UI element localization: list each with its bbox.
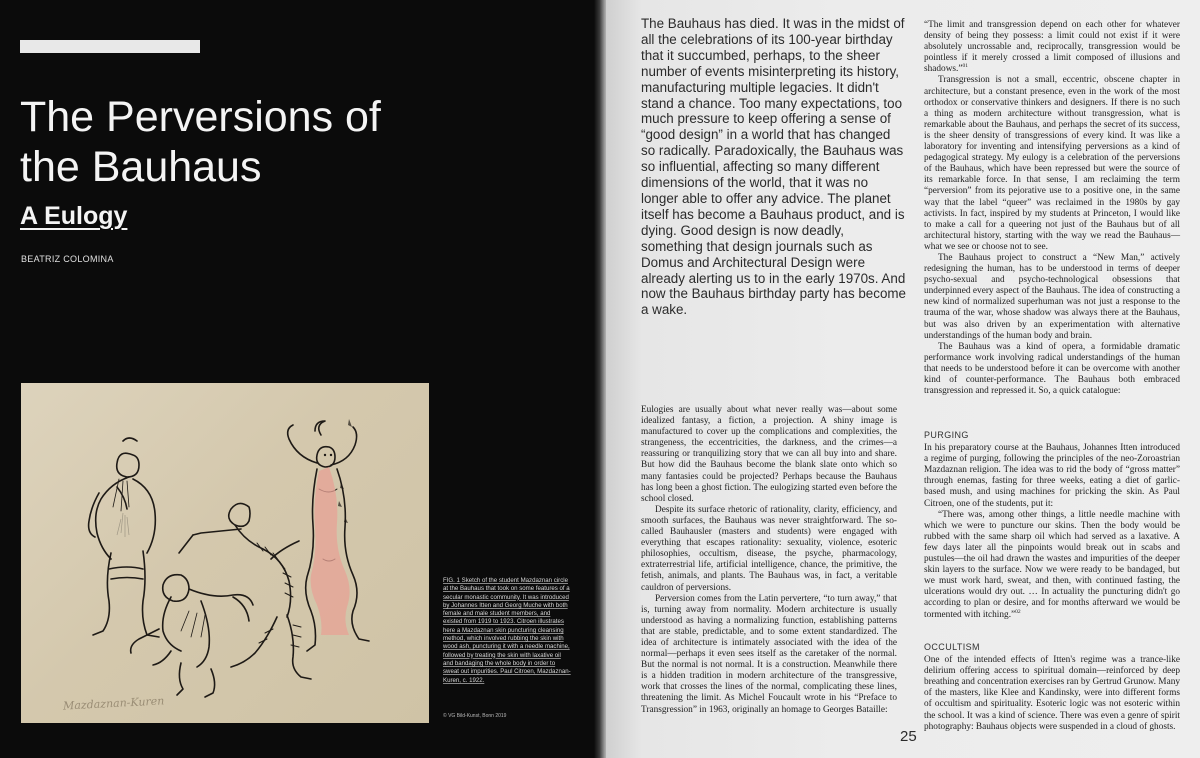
image-credit: © VG Bild-Kunst, Bonn 2019: [443, 713, 507, 719]
body-paragraph: The Bauhaus was a kind of opera, a formidable dramatic performance work involving radical understandings of the human that needs to be understood before it can be overcome with another kind of counter-performance. The Bauhaus both embraced transgression and repressed it. So, a quick catalogue:: [924, 341, 1180, 397]
body-paragraph: One of the intended effects of Itten's regime was a trance-like delirium offering access to spiritual domain—reinforced by deep breathing and concentration exercises ran by Gertrud Grunow. Many of the masters, like Klee and Kandinsky, were into different forms of occultism and spirituality. Esoteric logic was not esoteric within the school. It was a kind of science. There was even a genre of spirit photography: Bauhaus objects were suspended in a cloud of ghosts.: [924, 655, 1180, 732]
block-quote: [924, 20, 1180, 75]
body-paragraph: Despite its surface rhetoric of rationality, clarity, efficiency, and smooth surfaces, the Bauhaus was never straightforward. The so-called Bauhausler (masters and students) were engaged with everything that escapes rationality: sexuality, violence, esoteric philosophies, occultism, disease, the psyche, pharmacology, extraterrestrial life, artificial intelligence, chance, the primitive, the fetish, animals, and plants. The Bauhaus was, in fact, a veritable cauldron of perversions.: [641, 504, 897, 593]
body-column-right-top: [924, 20, 1180, 397]
sketch-artwork-image: [21, 383, 429, 723]
body-column-left: [641, 405, 897, 716]
body-paragraph: Transgression is not a small, eccentric, obscene chapter in architecture, but a constant presence, even in the work of the most orthodox or conservative thinkers and designers. If there is no such a thing as modern architecture without transgression, what is remarkable about the Bauhaus, and perhaps the secret of its success, is the sheer density of transgressions of every kind. It was like a laboratory for inventing and intensifying perversions as a kind of pedagogical strategy. My eulogy is a celebration of the perversions of the Bauhaus, which have been repressed but were the source of its remarkable force. In that sense, I am reclaiming the term “perversion” from its pejorative use to a positive one, in the same way that the label “queer” was reclaimed in the 1980s by gay activists. In fact, inspired by my students at Princeton, I would like to make a call for a queering not just of the Bauhaus but of all architectural history, starting with the way we read the Bauhaus—what we see or choose not to see.: [924, 75, 1180, 252]
footnote-ref-02[interactable]: 02: [1015, 608, 1021, 615]
figure-caption-text: FIG. 1 Sketch of the student Mazdaznan circle at the Bauhaus that took on some features of a secular monastic community. It was introduced by Johannes Itten and Georg Muche with both female and male student members, and existed from 1919 to 1923. Citroen illustrates here a Mazdaznan skin puncturing cleansing method, which involved rubbing the skin with wood ash, puncturing it with a needle machine, followed by treating the skin with laxative oil and bandaging the whole body in order to sweat out impurities. Paul Citroen, Mazdaznan-Kuren, c. 1922.: [443, 577, 571, 684]
body-paragraph: The Bauhaus project to construct a “New Man,” actively redesigning the human, has to be understood in terms of deeper psycho-sexual and psycho-technological obsessions that underpinned every aspect of the Bauhaus. The idea of constructing a new kind of normalized superhuman was not just a response to the trauma of the war, whose shadow was always there at the Bauhaus, but was also driven by an experimentation with alternative understandings of the human body and brain.: [924, 252, 1180, 341]
footnote-ref-01[interactable]: 01: [962, 63, 968, 70]
body-paragraph: Perversion comes from the Latin pervertere, “to turn away,” that is, turning away from normality. Modern architecture is usually understood as having a normalizing function, establishing patterns that are stable, predictable, and to some extent standardized. The idea of architecture is intimately associated with the idea of the normal—perhaps it even sees itself as the caretaker of the normal. But the normal is not normal. It is a construction. Meanwhile there is a hidden tradition in modern architecture of the transgressive, work that crosses the lines of the normal, complicating these lines, threatening the limit. As Michel Foucault wrote in his “Preface to Transgression” in 1963, originally an homage to Georges Bataille:: [641, 593, 897, 715]
right-page: [606, 0, 1200, 758]
block-quote-text: “The limit and transgression depend on each other for whatever density of being they possess: a limit could not exist if it were absolutely uncrossable and, reciprocally, transgression would be pointless if it merely crossed a limit composed of illusions and shadows.”: [924, 20, 1180, 75]
decorative-bar: [20, 40, 200, 53]
section-heading-occultism: OCCULTISM: [924, 642, 980, 652]
left-page: [0, 0, 598, 758]
lead-paragraph: The Bauhaus has died. It was in the midst of all the celebrations of its 100-year birthday that it succumbed, perhaps, to the sheer number of events misinterpreting its history, manufacturing multiple legacies. It didn't stand a chance. Too many expectations, too much pressure to keep offering a sense of “good design” in a world that has changed so radically. Paradoxically, the Bauhaus was so influential, affecting so many different dimensions of the world, that it was no longer able to offer any advice. The planet itself has become a Bauhaus product, and is dying. Good design is now deadly, something that design journals such as Domus and Architectural Design were already alerting us to in the early 1970s. And now the Bauhaus birthday party has become a wake.: [641, 16, 907, 318]
article-subtitle: A Eulogy: [20, 202, 128, 230]
author-name: BEATRIZ COLOMINA: [21, 254, 114, 264]
purging-section: [924, 430, 1180, 621]
figure-caption: [443, 577, 571, 685]
sketch-drawing: [21, 383, 429, 723]
article-title: The Perversions of the Bauhaus: [20, 93, 381, 191]
body-paragraph: In his preparatory course at the Bauhaus, Johannes Itten introduced a regime of purging, following the principles of the neo-Zoroastrian Mazdaznan religion. The idea was to rid the body of “gross matter” through enemas, fasting for three weeks, eating a diet of garlic-based mush, and using machines for pricking the skin. As Paul Citroen, one of the students, put it:: [924, 443, 1180, 509]
block-quote-text: “There was, among other things, a little needle machine with which we were to puncture our skins. Then the body would be rubbed with the same sharp oil which had served as a laxative. A few days later all the pinpoints would break out in scabs and pustules—the oil had drawn the wastes and impurities of the deeper skin layers to the surface. Now we were ready to be bandaged, but we must work hard, sweat, and then, with continued fasting, the ulcerations would dry out. … In actuality the puncturing didn't go according to plan or desire, and for months afterward we would be tormented with itching.”: [924, 509, 1180, 620]
page-number: 25: [900, 728, 917, 745]
block-quote: [924, 510, 1180, 621]
section-heading-purging: PURGING: [924, 430, 969, 440]
artwork-inscription: Mazdaznan-Kuren: [62, 694, 165, 713]
occultism-section: [924, 642, 1180, 733]
body-paragraph: Eulogies are usually about what never really was—about some idealized fantasy, a fiction, a projection. A shiny image is manufactured to cover up the complications and complexities, the strangeness, the eccentricities, the darkness, and the crimes—a reassuring or tranquilizing story that we can all buy into and share. But how did the Bauhaus become the blank slate onto which so many fantasies could be projected? Perhaps because the Bauhaus has long been a ghost fiction. The eulogizing started even before the school closed.: [641, 405, 897, 504]
